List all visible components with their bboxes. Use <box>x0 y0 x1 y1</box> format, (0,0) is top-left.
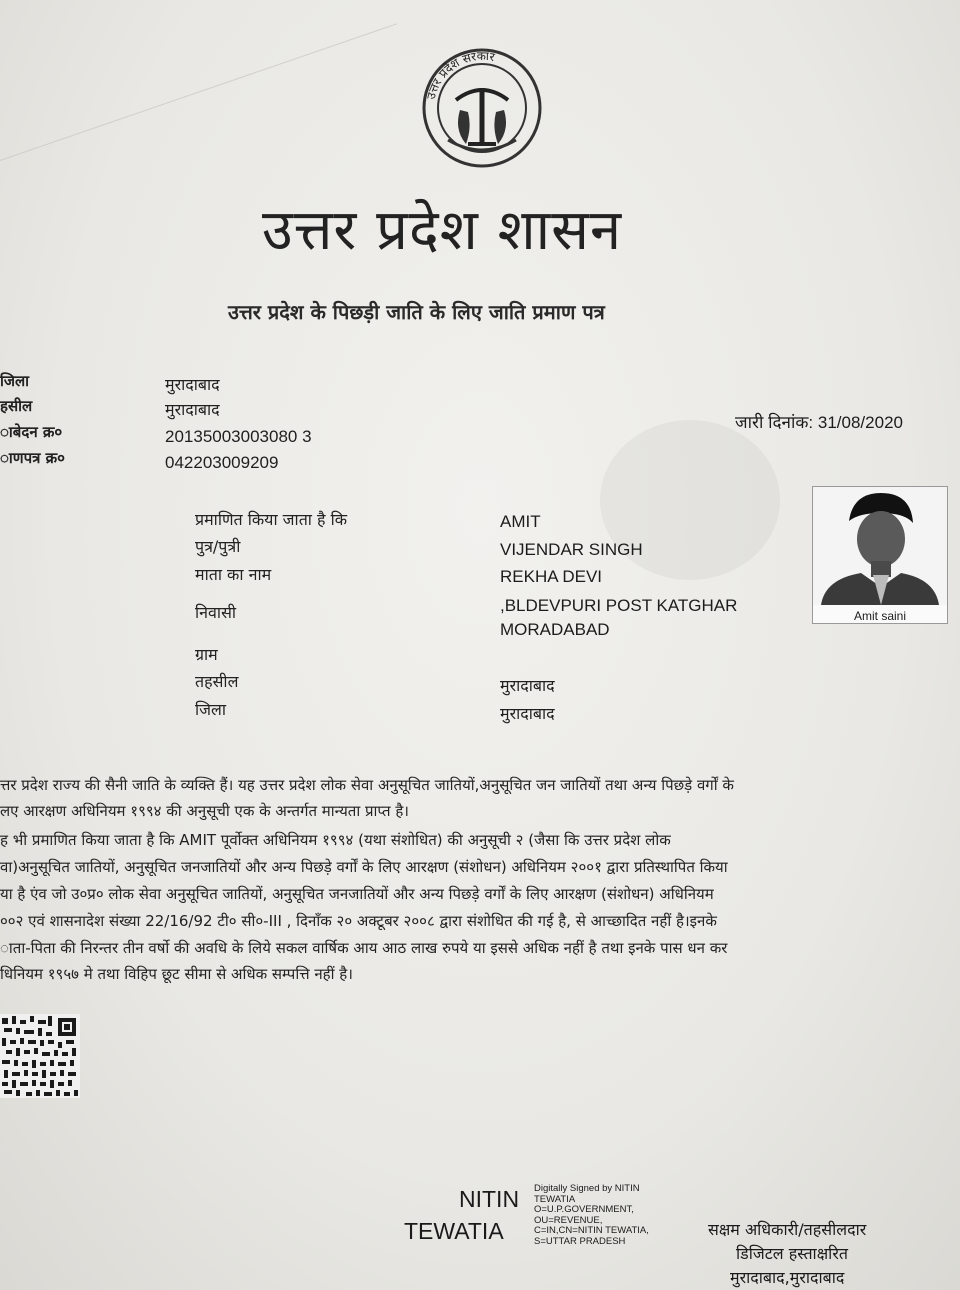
field-label-district: जिला <box>195 700 227 719</box>
issue-date <box>735 410 903 433</box>
issue-date-label: जारी दिनांक: <box>735 413 814 432</box>
body-line-4: वा)अनुसूचित जातियों, अनुसूचित जनजातियों और अन्य पिछड़े वर्गों के लिए आरक्षण (संशोधन) अधिनियम २००१ द्वारा प्रतिस्थापित किया <box>0 858 728 876</box>
field-label-resident: निवासी <box>195 603 237 622</box>
photo-caption: Amit saini <box>853 609 906 623</box>
body-line-7: ाता-पिता की निरन्तर तीन वर्षो की अवधि के लिये सकल वार्षिक आय आठ लाख रुपये या इससे अधिक नहीं है तथा इनके पास धन कर <box>0 939 728 957</box>
meta-value-tehsil: मुरादाबाद <box>165 400 220 419</box>
sig-detail-2: TEWATIA <box>534 1193 576 1205</box>
authority-digital-signed: डिजिटल हस्ताक्षरित <box>736 1244 848 1263</box>
meta-label-tehsil: हसील <box>0 397 33 415</box>
meta-value-district: मुरादाबाद <box>165 375 220 394</box>
authority-title: सक्षम अधिकारी/तहसीलदार <box>708 1220 867 1239</box>
person-silhouette-icon <box>813 487 947 605</box>
meta-value-certificate-no: 042203009209 <box>165 453 279 472</box>
issue-date-value: 31/08/2020 <box>817 413 903 432</box>
field-value-name: AMIT <box>500 512 541 531</box>
sig-detail-1: Digitally Signed by NITIN <box>534 1183 640 1194</box>
up-government-emblem <box>412 40 552 170</box>
emblem-text: उत्तर प्रदेश सरकार <box>423 48 496 101</box>
field-value-district: मुरादाबाद <box>500 704 555 723</box>
field-value-address-city: MORADABAD <box>500 620 610 639</box>
field-value-address: ,BLDEVPURI POST KATGHAR <box>500 596 738 615</box>
digital-signature-details <box>534 1184 649 1247</box>
meta-label-district: जिला <box>0 372 30 390</box>
field-label-son-daughter: पुत्र/पुत्री <box>195 537 241 556</box>
body-line-8: धिनियम १९५७ मे तथा विहिप छूट सीमा से अधिक सम्पत्ति नहीं है। <box>0 965 353 983</box>
sig-detail-6: S=UTTAR PRADESH <box>534 1235 626 1247</box>
body-line-1: त्तर प्रदेश राज्य की सैनी जाति के व्यक्ति हैं। यह उत्तर प्रदेश लोक सेवा अनुसूचित जातियों,अनुसूचित जन जातियों तथा अन्य पिछड़े वर्गों के <box>0 776 734 794</box>
certificate-subtitle: उत्तर प्रदेश के पिछड़ी जाति के लिए जाति प्रमाण पत्र <box>228 300 605 324</box>
signer-name-line1: NITIN <box>459 1186 520 1212</box>
authority-location: मुरादाबाद,मुरादाबाद <box>730 1268 845 1287</box>
meta-value-application-no: 20135003003080 3 <box>165 427 312 446</box>
page-title: उत्तर प्रदेश शासन <box>262 198 623 263</box>
meta-label-application-no: ाबेदन क्र० <box>0 423 63 441</box>
meta-label-certificate-no: ाणपत्र क्र० <box>0 449 65 467</box>
applicant-photo <box>812 486 948 624</box>
field-value-tehsil: मुरादाबाद <box>500 676 555 695</box>
body-line-5: या है एंव जो उ०प्र० लोक सेवा अनुसूचित जातियों, अनुसूचित जनजातियों और अन्य पिछड़े वर्गों के लिए आरक्षण (संशोधन) अधिनियम <box>0 885 714 903</box>
field-value-mother: REKHA DEVI <box>500 567 603 586</box>
sig-detail-3: O=U.P.GOVERNMENT, <box>534 1204 634 1215</box>
signer-name-line2: TEWATIA <box>404 1218 504 1244</box>
qr-code[interactable] <box>0 1014 80 1098</box>
field-value-father: VIJENDAR SINGH <box>500 540 643 559</box>
field-label-certified: प्रमाणित किया जाता है कि <box>195 510 348 529</box>
field-label-tehsil: तहसील <box>195 672 239 691</box>
body-line-6: ००२ एवं शासनादेश संख्या 22/16/92 टी० सी०-III , दिनाँक २० अक्टूबर २००८ द्वारा संशोधित की गई है, से आच्छादित नहीं है।इनके <box>0 912 717 930</box>
body-line-2: लए आरक्षण अधिनियम १९९४ की अनुसूची एक के अन्तर्गत मान्यता प्राप्त है। <box>0 802 409 820</box>
field-label-village: ग्राम <box>195 645 218 664</box>
sig-detail-4: OU=REVENUE, <box>534 1214 603 1226</box>
sig-detail-5: C=IN,CN=NITIN TEWATIA, <box>534 1225 649 1236</box>
field-label-mother: माता का नाम <box>195 565 272 584</box>
body-line-3: ह भी प्रमाणित किया जाता है कि AMIT पूर्वोक्त अधिनियम १९९४ (यथा संशोधित) की अनुसूची २ (जैसा कि उत्तर प्रदेश लोक <box>0 831 671 849</box>
